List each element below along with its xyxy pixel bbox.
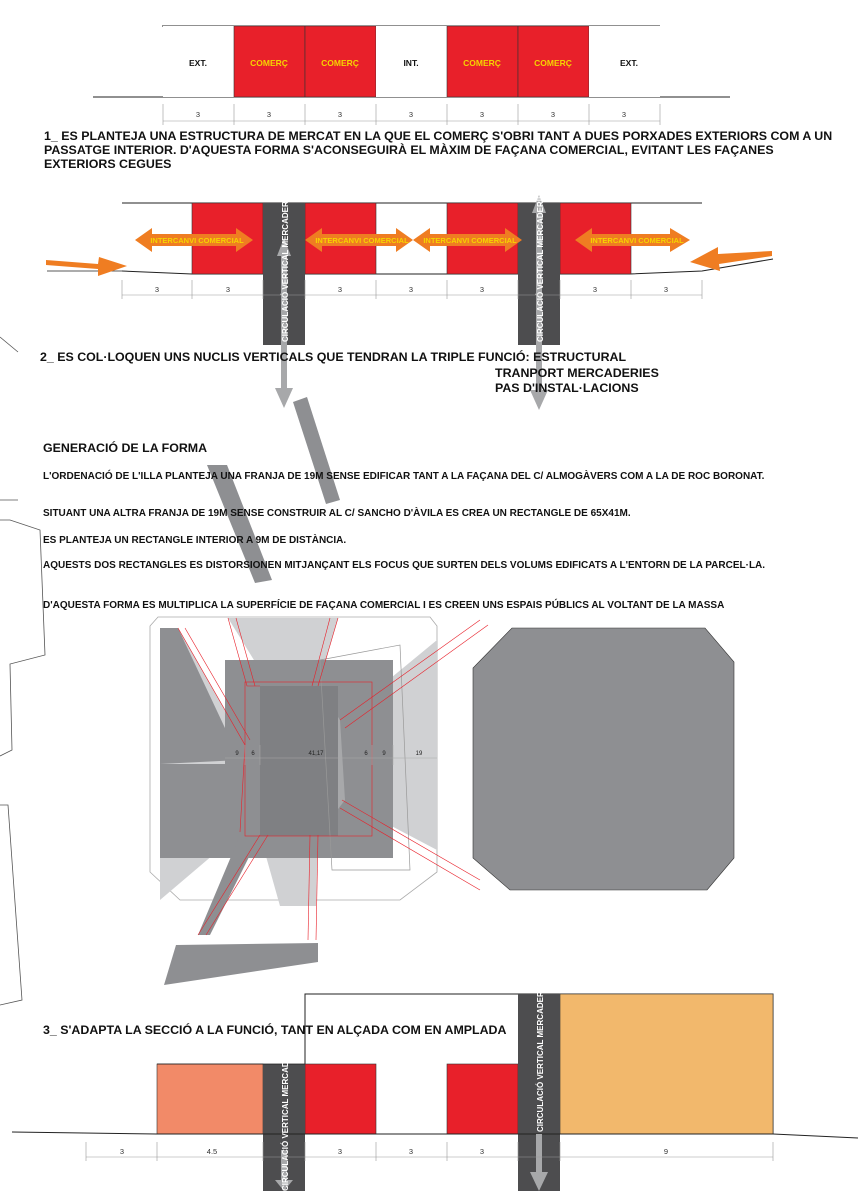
dim-value: 3 (479, 110, 485, 119)
generation-paragraph: AQUESTS DOS RECTANGLES ES DISTORSIONEN MITJANÇANT ELS FOCUS QUE SURTEN DELS VOLUMS EDIFICATS A L'ENTORN DE LA PARCEL·LA. (43, 560, 766, 571)
band-label: COMERÇ (250, 58, 288, 68)
exchange-label: INTERCANVI COMERCIAL (590, 236, 684, 245)
site-context-lines (0, 337, 45, 1005)
dim-value: 3 (337, 1147, 343, 1156)
band-label: COMERÇ (463, 58, 501, 68)
dim-value: 3 (337, 285, 343, 294)
band-label: COMERÇ (321, 58, 359, 68)
s3-dimension-values (120, 1147, 668, 1156)
generation-paragraph: L'ORDENACIÓ DE L'ILLA PLANTEJA UNA FRANJA DE 19M SENSE EDIFICAR TANT A LA FAÇANA DEL C/ ALMOGÀVERS COM A LA DE ROC BORONAT. (43, 471, 765, 482)
exchange-label: INTERCANVI COMERCIAL (423, 236, 517, 245)
arrow-entry-right (690, 247, 772, 271)
dim-value: 3 (266, 110, 272, 119)
generation-paragraph: SITUANT UNA ALTRA FRANJA DE 19M SENSE CONSTRUIR AL C/ SANCHO D'ÀVILA ES CREA UN RECTANGLE DE 65X41M. (43, 508, 631, 519)
salmon-volume (157, 1064, 263, 1134)
octagon-mass (473, 628, 734, 890)
exchange-label: INTERCANVI COMERCIAL (150, 236, 244, 245)
core-label: CIRCULACIÓ VERTICAL MERCADERIES (536, 978, 545, 1132)
dim-value: 3 (663, 285, 669, 294)
section-3-diagram (12, 978, 858, 1191)
sand-volume (560, 994, 773, 1134)
generation-title: GENERACIÓ DE LA FORMA (43, 441, 208, 455)
dim-value: 3 (621, 110, 627, 119)
dim-value: 3 (408, 1147, 414, 1156)
slab (293, 397, 340, 504)
band-label: EXT. (620, 58, 638, 68)
section-2-caption-line1: 2_ ES COL·LOQUEN UNS NUCLIS VERTICALS QUE TENDRAN LA TRIPLE FUNCIÓ: ESTRUCTURAL (40, 350, 627, 364)
dim-value: 3 (119, 1147, 125, 1156)
dim-value: 3 (550, 110, 556, 119)
slab (164, 943, 318, 985)
shop-red (447, 1064, 518, 1134)
section-1-caption: 1_ ES PLANTEJA UNA ESTRUCTURA DE MERCAT EN LA QUE EL COMERÇ S'OBRI TANT A DUES PORXADES EXTERIORS COM A UN PASSATGE INTERIOR. D'AQUESTA FORMA S'ACONSEGUIRÀ EL MÀXIM DE FAÇANA COMERCIAL, EVITANT LES FAÇANES EXTERIORS CEGUES (44, 129, 833, 171)
shop-red (305, 1064, 376, 1134)
plan-dim-value: 6 (364, 751, 368, 757)
s1-dimension-values (196, 110, 626, 119)
dim-value: 3 (154, 285, 160, 294)
plan-dim-value: 19 (415, 751, 423, 757)
core-label: CIRCULACIÓ VERTICAL MERCADERIES (281, 1037, 290, 1191)
core-label: CIRCULACIÓ VERTICAL MERCADERIES (536, 188, 545, 342)
plan-dim-value: 9 (235, 751, 239, 757)
section-2-caption-line2: TRANPORT MERCADERIES (495, 366, 659, 380)
dim-value: 3 (408, 110, 414, 119)
core-label: CIRCULACIÓ VERTICAL MERCADERIES (281, 188, 290, 342)
s3-dimension-line (86, 1142, 773, 1161)
dim-value: 3 (479, 1147, 485, 1156)
section-2-diagram (46, 188, 773, 410)
band-label: COMERÇ (534, 58, 572, 68)
dim-value: 3 (225, 285, 231, 294)
section-3-caption: 3_ S'ADAPTA LA SECCIÓ A LA FUNCIÓ, TANT EN ALÇADA COM EN AMPLADA (43, 1023, 507, 1037)
dim-value: 3 (408, 285, 414, 294)
arrow-entry-left (46, 257, 127, 276)
dim-value: 3 (337, 110, 343, 119)
s3-core-arrows (275, 1134, 548, 1191)
dim-value: 3 (195, 110, 201, 119)
section-2-caption-line3: PAS D'INSTAL·LACIONS (495, 381, 639, 395)
s2-dimension-values (155, 285, 668, 294)
generation-paragraph: D'AQUESTA FORMA ES MULTIPLICA LA SUPERFÍCIE DE FAÇANA COMERCIAL I ES CREEN UNS ESPAIS PÚBLICS AL VOLTANT DE LA MASSA (43, 600, 725, 611)
plan-diagram (150, 397, 734, 985)
band-label: INT. (403, 58, 419, 68)
generation-paragraph: ES PLANTEJA UN RECTANGLE INTERIOR A 9M DE DISTÀNCIA. (43, 535, 347, 546)
section-1-diagram (93, 26, 730, 125)
exchange-label: INTERCANVI COMERCIAL (315, 236, 409, 245)
plan-dim-value: 9 (382, 751, 386, 757)
dim-value: 4.5 (206, 1147, 218, 1156)
plan-dim-value: 41,17 (308, 751, 324, 757)
s1-band-labels (189, 58, 638, 68)
plan-dim-value: 6 (251, 751, 255, 757)
dim-value: 3 (592, 285, 598, 294)
mass-core (260, 686, 338, 836)
band-label: EXT. (189, 58, 207, 68)
dim-value: 3 (479, 285, 485, 294)
dim-value: 9 (663, 1147, 669, 1156)
